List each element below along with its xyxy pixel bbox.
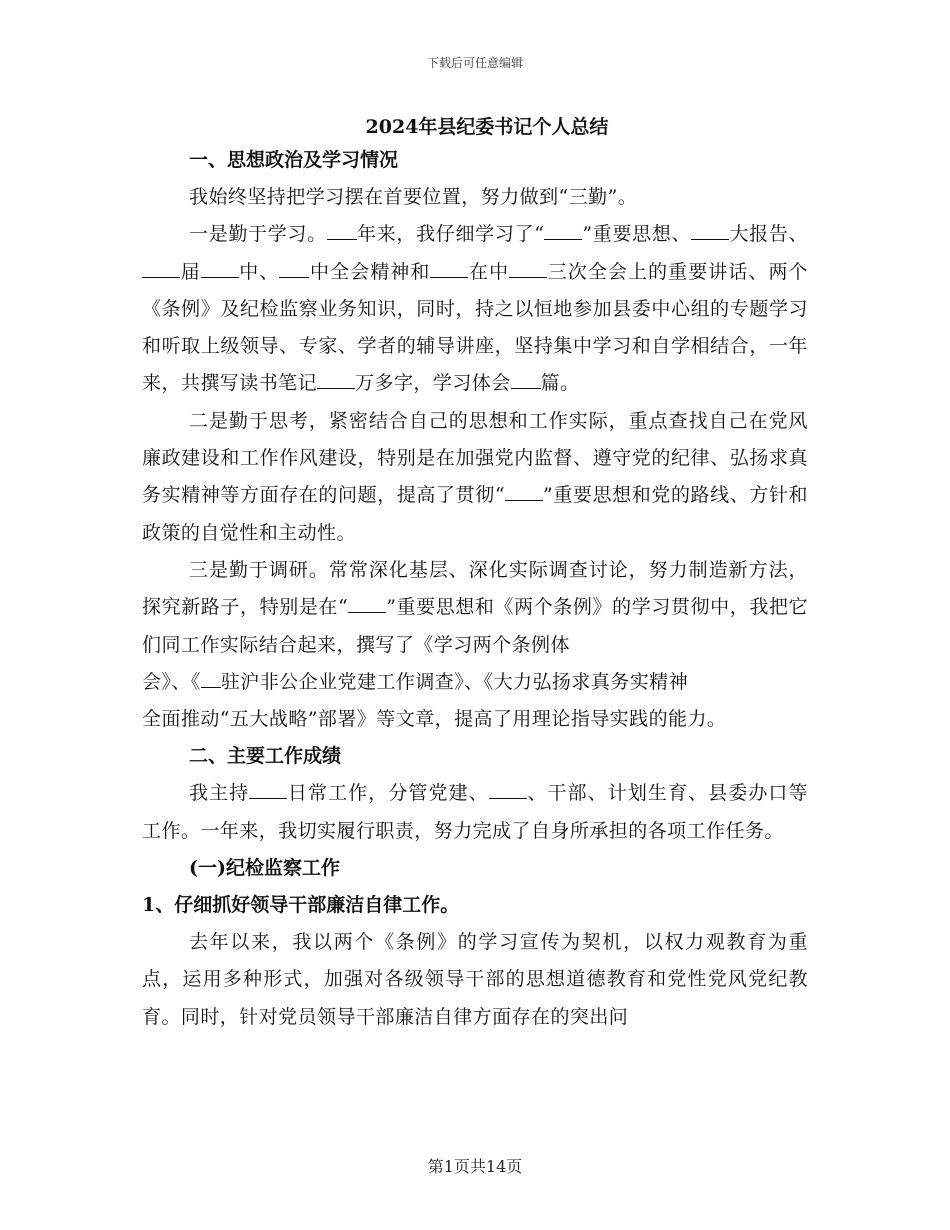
blank-field bbox=[511, 371, 541, 389]
page-number: 第1页共14页 bbox=[427, 1157, 523, 1176]
blank-field bbox=[691, 222, 729, 240]
paragraph-work: 我主持 日常工作，分管党建、 、干部、计划生育、县委办口等工作。一年来，我切实履行职责，努力完成了自身所承担的各项工作任务。 bbox=[142, 782, 808, 842]
blank-field bbox=[201, 670, 221, 688]
document-title: 2024年县纪委书记个人总结 bbox=[365, 116, 609, 138]
blank-field bbox=[348, 595, 386, 613]
blank-field bbox=[489, 781, 527, 799]
section-heading-2: 二、主要工作成绩 bbox=[189, 745, 342, 768]
blank-field bbox=[544, 222, 582, 240]
blank-field bbox=[142, 260, 180, 278]
blank-field bbox=[505, 483, 543, 501]
paragraph-last: 去年以来，我以两个《条例》的学习宣传为契机，以权力观教育为重点，运用多种形式，加强对各级领导干部的思想道德教育和党性党风党纪教育。同时，针对党员领导干部廉洁自律方面存在的突出问 bbox=[142, 931, 808, 1028]
paragraph-research-end: 全面推动“五大战略”部署》等文章，提高了用理论指导实践的能力。 bbox=[142, 708, 727, 731]
blank-field bbox=[509, 260, 547, 278]
item-heading: 1、仔细抓好领导干部廉洁自律工作。 bbox=[142, 894, 460, 917]
paragraph-think: 二是勤于思考，紧密结合自己的思想和工作实际，重点查找自己在党风廉政建设和工作作风建设，特别是在加强党内监督、遵守党的纪律、弘扬求真务实精神等方面存在的问题，提高了贯彻“ ”重要思想和党的路线、方针和政策的自觉性和主动性。 bbox=[142, 409, 809, 544]
section-heading-1: 一、思想政治及学习情况 bbox=[189, 149, 399, 171]
document-body bbox=[142, 108, 808, 1036]
paragraph-study: 一是勤于学习。 年来，我仔细学习了“ ”重要思想、 大报告、届 中、 中全会精神和 在中 三次全会上的重要讲话、两个《条例》及纪检监察业务知识，同时，持之以恒地参加县委中心组的专题学习和听取上级领导、专家、学者的辅导讲座，坚持集中学习和自学相结合，一年来，共撰写读书笔记 万多字，学习体会 篇。 bbox=[142, 223, 809, 395]
blank-field bbox=[430, 260, 468, 278]
header-note: 下载后可任意编辑 bbox=[426, 56, 523, 70]
blank-field bbox=[249, 781, 287, 799]
subsection-heading: (一)纪检监察工作 bbox=[189, 857, 340, 880]
blank-field bbox=[327, 222, 357, 240]
paragraph-research: 三是勤于调研。常常深化基层、深化实际调查讨论，努力制造新方法，探究新路子，特别是在“ ”重要思想和《两个条例》的学习贯彻中，我把它们同工作实际结合起来，撰写了《学习两个条例体 bbox=[142, 558, 808, 656]
blank-field bbox=[317, 371, 355, 389]
paragraph-research-cont: 会》、《 驻沪非公企业党建工作调查》、《大力弘扬求真务实精神 bbox=[142, 670, 689, 693]
blank-field bbox=[279, 260, 309, 278]
blank-field bbox=[201, 260, 239, 278]
paragraph-intro: 我始终坚持把学习摆在首要位置，努力做到“三勤”。 bbox=[189, 186, 638, 208]
